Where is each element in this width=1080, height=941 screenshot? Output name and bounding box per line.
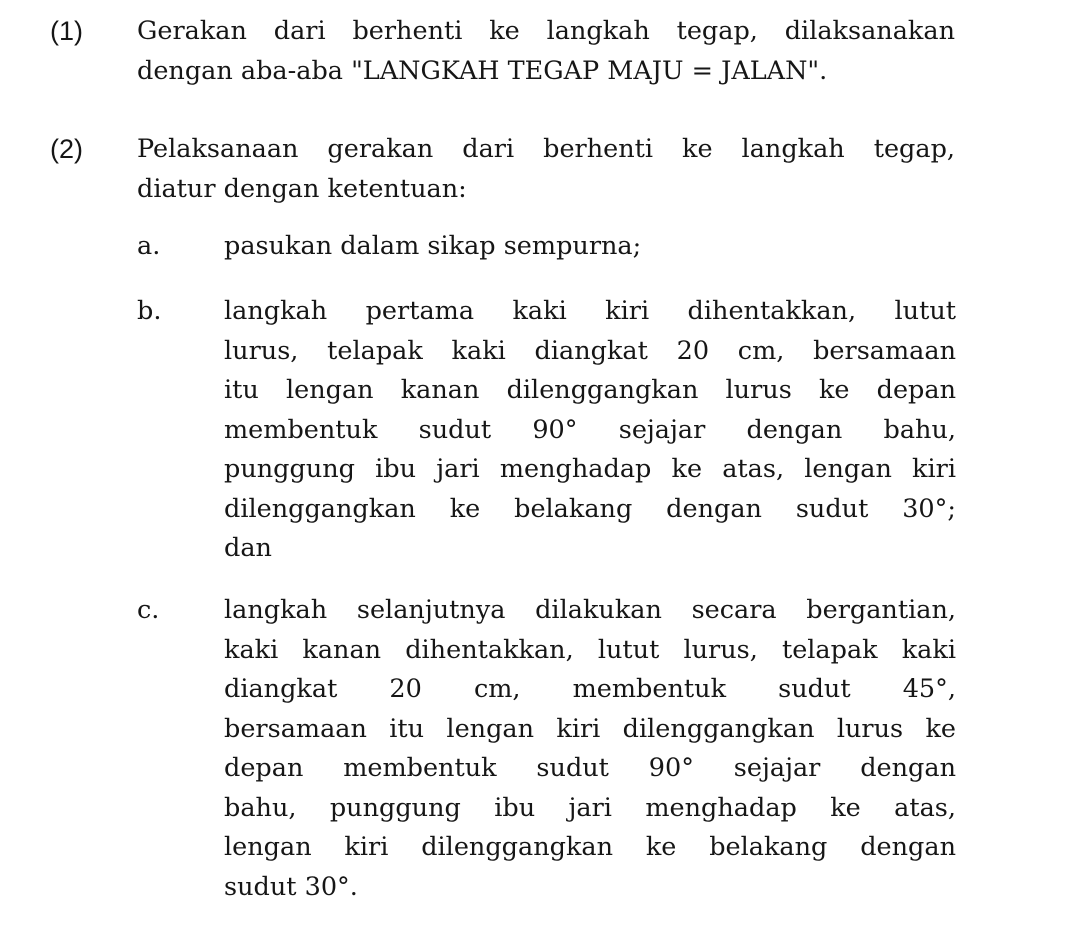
text-line: pasukan dalam sikap sempurna;	[224, 231, 642, 261]
text-line: bersamaan itu lengan kiri dilenggangkan lurus ke	[224, 713, 956, 744]
text-line: lurus, telapak kaki diangkat 20 cm, bersamaan	[224, 335, 956, 366]
text-line: dengan aba-aba "LANGKAH TEGAP MAJU = JALAN".	[137, 55, 828, 86]
list-item-text	[224, 591, 956, 907]
text-line: langkah pertama kaki kiri dihentakkan, lutut	[224, 296, 956, 326]
text-line: Gerakan dari berhenti ke langkah tegap, dilaksanakan	[137, 16, 955, 46]
list-marker: a.	[137, 231, 161, 261]
text-line: diangkat 20 cm, membentuk sudut 45°,	[224, 674, 956, 704]
paragraph-number: (2)	[50, 134, 83, 164]
text-line: langkah selanjutnya dilakukan secara bergantian,	[224, 595, 956, 625]
text-line: itu lengan kanan dilenggangkan lurus ke depan	[224, 375, 956, 405]
text-line: sudut 30°.	[224, 871, 358, 902]
text-line: punggung ibu jari menghadap ke atas, lengan kiri	[224, 454, 956, 484]
text-line: bahu, punggung ibu jari menghadap ke atas,	[224, 792, 956, 823]
text-line: Pelaksanaan gerakan dari berhenti ke langkah tegap,	[137, 134, 955, 164]
list-item-text	[224, 292, 956, 569]
text-line: kaki kanan dihentakkan, lutut lurus, telapak kaki	[224, 634, 956, 665]
text-line: dan	[224, 533, 272, 563]
paragraph-number: (1)	[50, 16, 83, 46]
text-line: depan membentuk sudut 90° sejajar dengan	[224, 753, 956, 783]
list-marker: b.	[137, 296, 162, 326]
text-line: diatur dengan ketentuan:	[137, 173, 467, 204]
text-line: dilenggangkan ke belakang dengan sudut 30°;	[224, 493, 956, 524]
paragraph-text	[137, 130, 955, 209]
list-marker: c.	[137, 595, 160, 625]
paragraph-text	[137, 12, 955, 91]
list-item-text	[224, 227, 956, 267]
text-line: membentuk sudut 90° sejajar dengan bahu,	[224, 414, 956, 445]
text-line: lengan kiri dilenggangkan ke belakang dengan	[224, 832, 956, 862]
